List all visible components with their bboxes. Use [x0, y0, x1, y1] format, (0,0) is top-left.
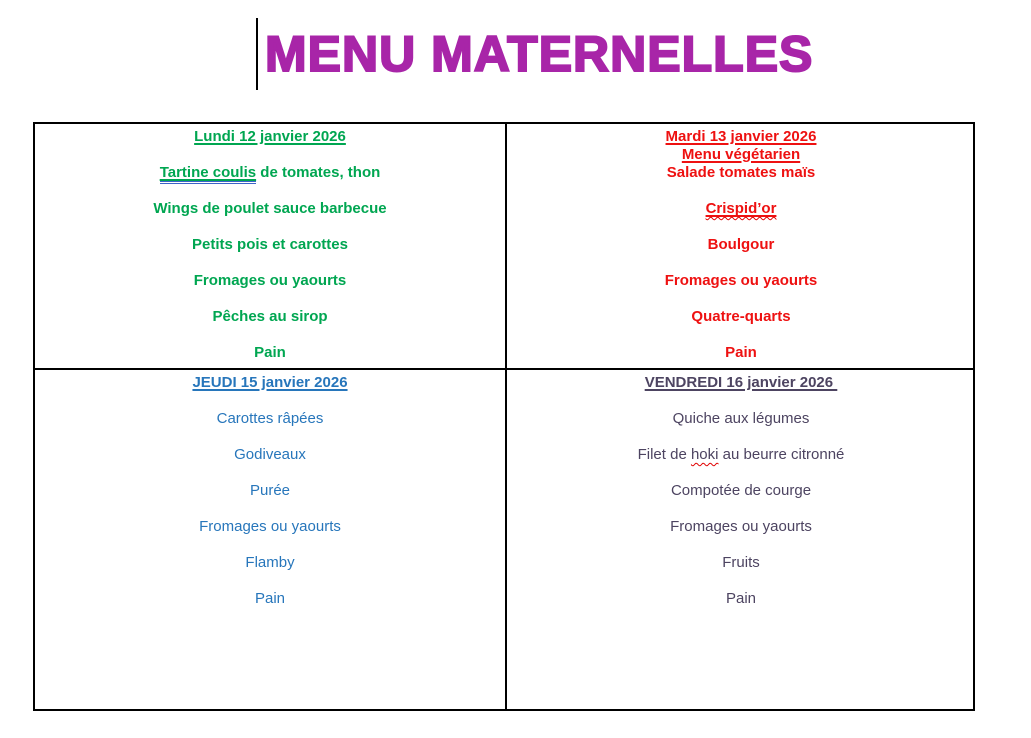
menu-item-bread: Pain [254, 344, 286, 361]
day-header-mardi: Mardi 13 janvier 2026 [665, 128, 817, 145]
menu-item-starter: Quiche aux légumes [672, 410, 810, 427]
grammar-marked-text: Tartine coulis [160, 164, 256, 184]
menu-item-dairy: Fromages ou yaourts [664, 272, 818, 289]
menu-item-dairy: Fromages ou yaourts [193, 272, 347, 289]
menu-item-text: de tomates, thon [256, 164, 381, 181]
menu-item-main [507, 446, 975, 464]
menu-item-main: Godiveaux [234, 446, 306, 463]
menu-cell-mardi [507, 124, 975, 370]
day-header-vendredi: VENDREDI 16 janvier 2026 [644, 374, 838, 391]
menu-item-dessert: Quatre-quarts [691, 308, 791, 325]
menu-item-dairy: Fromages ou yaourts [199, 518, 341, 535]
menu-item-dairy: Fromages ou yaourts [670, 518, 812, 535]
menu-item-bread: Pain [254, 590, 286, 607]
day-subheader-vegetarien: Menu végétarien [681, 146, 801, 163]
menu-item-dessert: Fruits [722, 554, 760, 571]
spellcheck-marked-text: hoki [690, 446, 719, 463]
weekly-menu-table [33, 122, 975, 711]
menu-item-starter [35, 164, 505, 182]
day-header-jeudi: JEUDI 15 janvier 2026 [192, 374, 348, 391]
menu-item-main: Wings de poulet sauce barbecue [153, 200, 387, 217]
menu-item-dessert: Pêches au sirop [212, 308, 328, 325]
menu-item-side: Compotée de courge [670, 482, 812, 499]
menu-item-starter: Salade tomates maïs [666, 164, 816, 181]
menu-cell-jeudi [35, 370, 507, 709]
menu-item-side: Petits pois et carottes [192, 236, 348, 253]
day-header-lundi: Lundi 12 janvier 2026 [194, 128, 346, 145]
menu-item-bread: Pain [725, 590, 757, 607]
menu-item-starter: Carottes râpées [216, 410, 324, 427]
menu-cell-lundi [35, 124, 507, 370]
underlined-text [706, 200, 777, 217]
menu-item-bread: Pain [725, 344, 757, 361]
menu-item-dessert: Flamby [245, 554, 295, 571]
menu-cell-vendredi [507, 370, 975, 709]
menu-item-text: Filet de [637, 446, 691, 463]
menu-item-text: au beurre citronné [718, 446, 845, 463]
text-cursor-bar [256, 18, 258, 90]
menu-item-main [507, 200, 975, 218]
title-block [256, 18, 813, 90]
menu-item-side: Boulgour [707, 236, 775, 253]
menu-item-side: Purée [249, 482, 291, 499]
page-title: MENU MATERNELLES [265, 26, 814, 82]
spellcheck-marked-text: Crispid’or [705, 200, 777, 217]
